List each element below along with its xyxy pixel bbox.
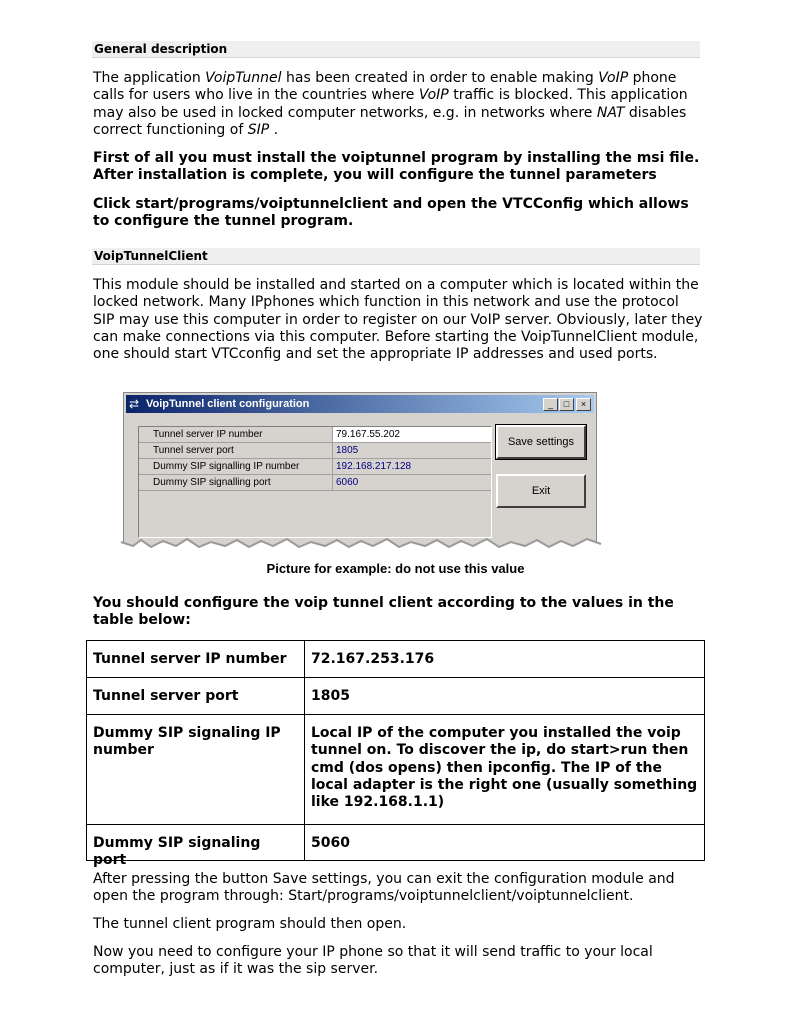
table-param-cell [87,825,305,869]
grid-value-input[interactable]: 192.168.217.128 [333,459,491,475]
grid-label: Dummy SIP signalling port [139,475,333,491]
open-config-instruction: Click start/programs/voiptunnelclient and open the VTCConfig which allows to configure the tunnel program. [93,196,689,230]
grid-value-input[interactable]: 1805 [333,443,491,459]
maximize-icon[interactable]: □ [559,398,574,411]
minimize-icon[interactable]: _ [543,398,558,411]
table-param-cell: Tunnel server port [87,678,305,715]
dialog-title: VoipTunnel client configuration [146,398,310,410]
grid-row [139,443,491,459]
grid-label: Dummy SIP signalling IP number [139,459,333,475]
clipped-param-text: Dummy SIP signaling port [93,835,261,869]
grid-row [139,427,491,443]
close-icon[interactable]: × [576,398,591,411]
dialog-titlebar [126,395,594,413]
settings-grid [138,426,492,538]
table-param-cell: Tunnel server IP number [87,641,305,678]
section-heading-client: VoipTunnelClient [92,248,700,265]
grid-value-input[interactable]: 6060 [333,475,491,491]
table-row [87,678,705,715]
grid-row [139,459,491,475]
table-value-cell: 1805 [305,678,705,715]
table-value-cell: 5060 [305,825,705,861]
table-value-cell: Local IP of the computer you installed the voip tunnel on. To discover the ip, do start>run then cmd (dos opens) then ipconfig. The IP of the local adapter is the right one (usually something like 192.168.1.1) [305,715,705,825]
table-row [87,641,705,678]
exit-button[interactable]: Exit [496,474,586,508]
config-dialog-screenshot [123,392,597,548]
table-row [87,715,705,825]
section-heading-general: General description [92,41,700,58]
client-description: This module should be installed and started on a computer which is located within the locked network. Many IPphones which function in this network and use the protocol SIP may use this computer in order to register on our VoIP server. Obviously, later they can make connections via this computer. Before starting the VoipTunnelClient module, one should start VTCconfig and set the appropriate IP addresses and used ports. [93,277,703,363]
grid-row [139,475,491,491]
after-paragraph-2: The tunnel client program should then open. [93,916,407,932]
table-param-cell: Dummy SIP signaling IP number [87,715,305,825]
grid-value-input[interactable]: 79.167.55.202 [333,427,491,443]
after-paragraph-3: Now you need to configure your IP phone so that it will send traffic to your local computer, just as if it was the sip server. [93,944,653,978]
after-paragraph-1: After pressing the button Save settings, you can exit the configuration module and open the program through: Start/programs/voiptunnelclient/voiptunnelclient. [93,871,675,905]
tunnel-arrows-icon: ⇄ [129,397,140,411]
grid-label: Tunnel server port [139,443,333,459]
install-instruction: First of all you must install the voiptunnel program by installing the msi file. After installation is complete, you will configure the tunnel parameters [93,150,700,184]
save-settings-button[interactable]: Save settings [496,425,586,459]
torn-edge-decoration [121,534,601,554]
grid-label: Tunnel server IP number [139,427,333,443]
figure-caption: Picture for example: do not use this value [266,561,525,576]
table-row [87,825,705,861]
table-value-cell: 72.167.253.176 [305,641,705,678]
config-table [86,640,705,869]
intro-paragraph: The application VoipTunnel has been created in order to enable making VoIP phone calls for users who live in the countries where VoIP traffic is blocked. This application may also be used in locked computer networks, e.g. in networks where NAT disables correct functioning of SIP . [93,70,688,138]
config-intro: You should configure the voip tunnel client according to the values in the table below: [93,595,674,629]
